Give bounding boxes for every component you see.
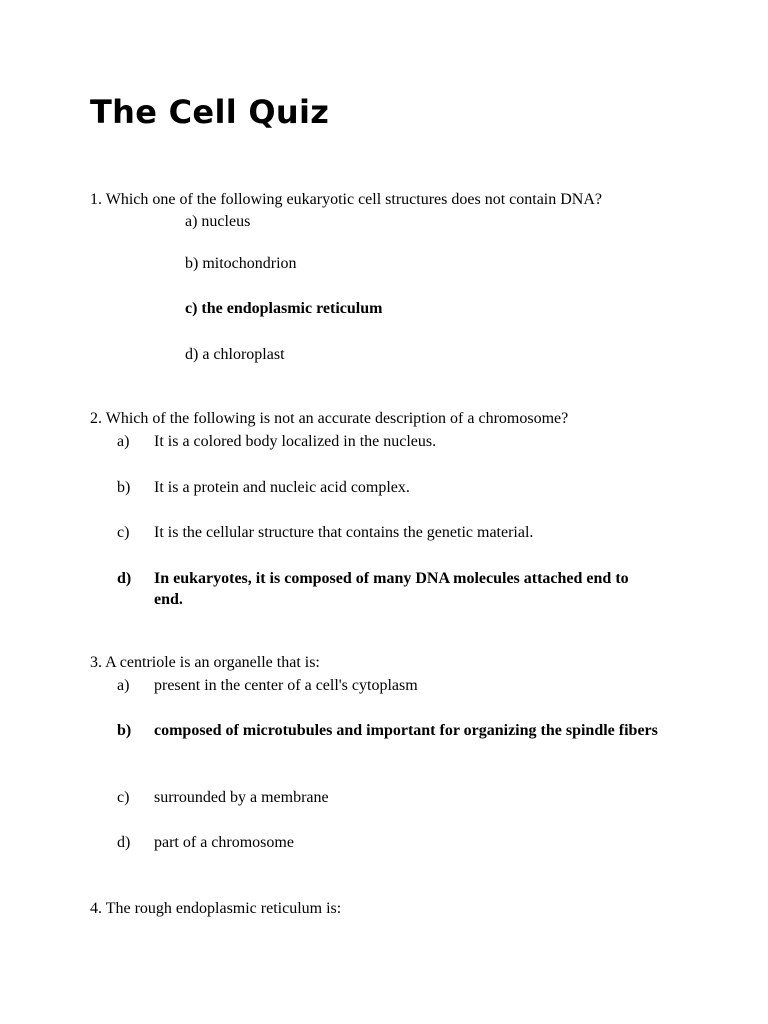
option-letter: c) (117, 789, 130, 806)
question-2: 2. Which of the following is not an accurate description of a chromosome? (90, 410, 569, 427)
option-letter: b) (117, 479, 131, 496)
question-2-option-d-answer (117, 568, 637, 610)
question-1-option-d: d) a chloroplast (185, 346, 285, 363)
question-3-option-a (117, 675, 677, 696)
option-text: It is a protein and nucleic acid complex. (154, 479, 410, 496)
question-1-option-b: b) mitochondrion (185, 255, 297, 272)
question-1-option-c-answer: c) the endoplasmic reticulum (185, 300, 383, 317)
option-text: part of a chromosome (154, 834, 294, 851)
option-text: It is a colored body localized in the nucleus. (154, 433, 437, 450)
question-4: 4. The rough endoplasmic reticulum is: (90, 900, 342, 917)
question-3: 3. A centriole is an organelle that is: (90, 654, 320, 671)
option-text: present in the center of a cell's cytoplasm (154, 677, 418, 694)
option-text: In eukaryotes, it is composed of many DNA molecules attached end to end. (154, 570, 629, 608)
option-letter: d) (117, 834, 131, 851)
question-2-option-b (117, 477, 677, 498)
option-letter: c) (117, 524, 130, 541)
option-text: It is the cellular structure that contains the genetic material. (154, 524, 534, 541)
question-2-option-c (117, 522, 677, 543)
option-letter: d) (117, 570, 132, 587)
question-1: 1. Which one of the following eukaryotic cell structures does not contain DNA? (90, 191, 603, 208)
question-3-option-c (117, 787, 677, 808)
option-letter: b) (117, 722, 132, 739)
option-text: surrounded by a membrane (154, 789, 329, 806)
option-text: composed of microtubules and important for organizing the spindle fibers (154, 722, 658, 739)
question-1-option-a: a) nucleus (185, 213, 251, 230)
option-letter: a) (117, 433, 130, 450)
question-2-option-a (117, 431, 677, 452)
question-3-option-b-answer (117, 720, 677, 741)
question-3-option-d (117, 832, 677, 853)
option-letter: a) (117, 677, 130, 694)
page-title: The Cell Quiz (90, 93, 330, 131)
